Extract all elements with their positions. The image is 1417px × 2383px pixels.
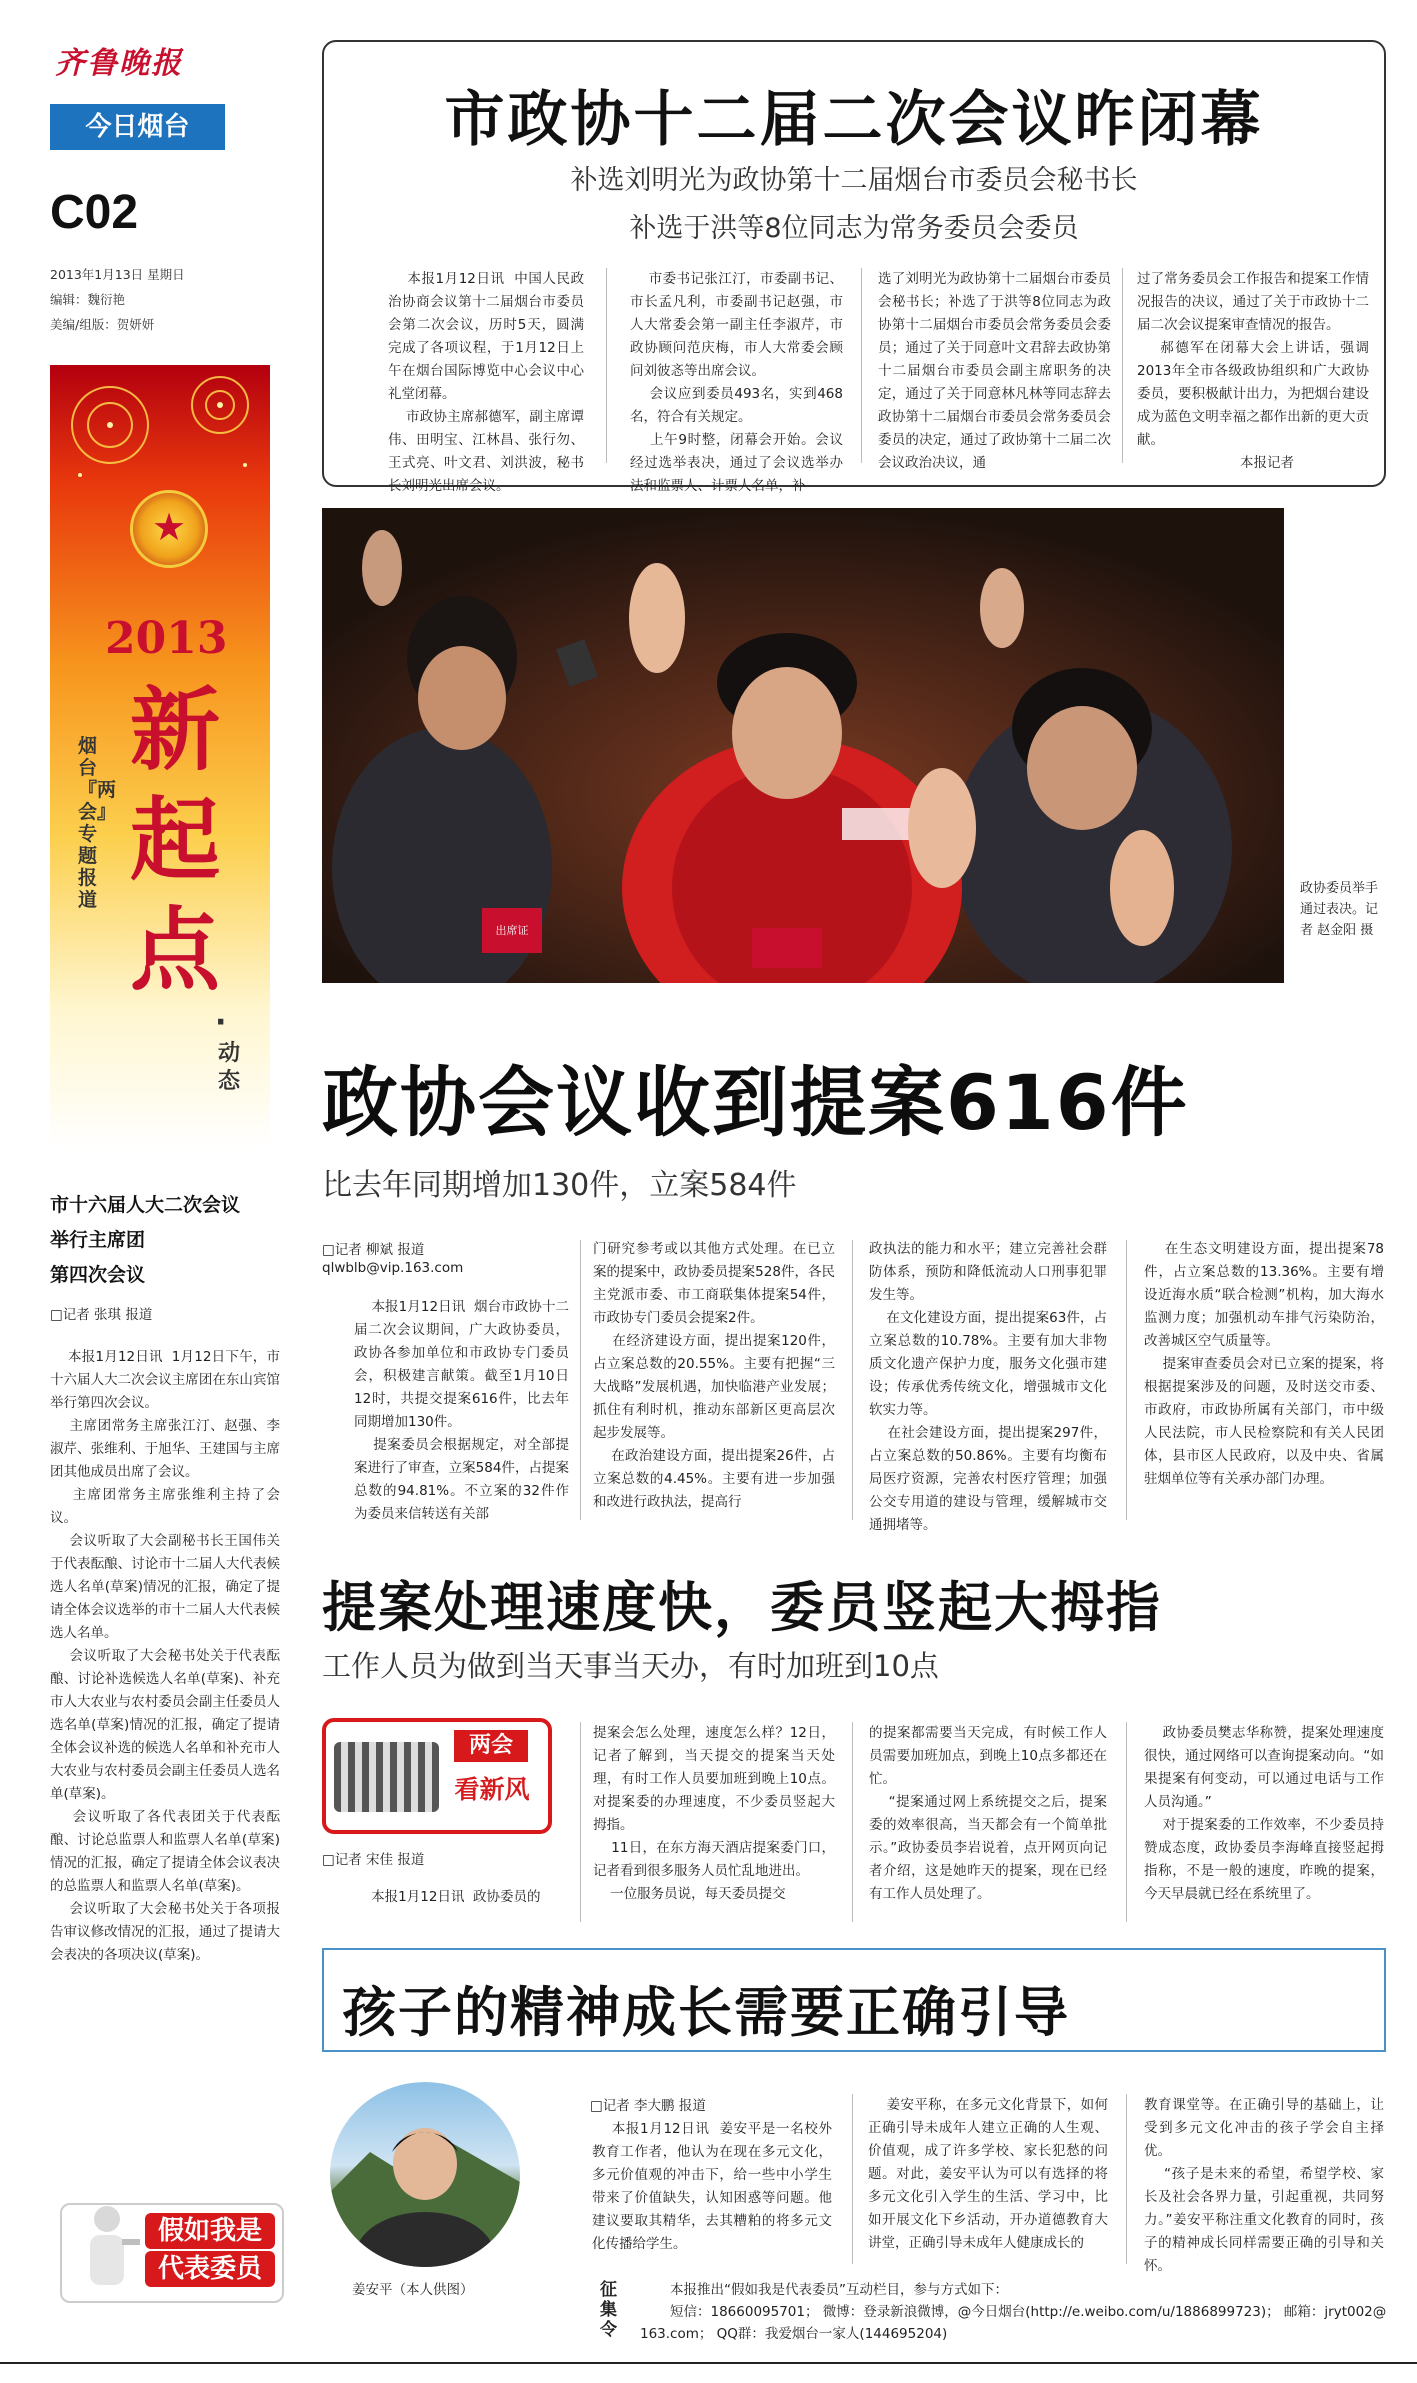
side-headline-line: 市十六届人大二次会议 <box>50 1194 241 1216</box>
column-divider <box>1126 1722 1127 1922</box>
article2-subheadline: 比去年同期增加130件，立案584件 <box>322 1168 797 1203</box>
editor-credit: 编辑：魏衍艳 <box>50 292 126 307</box>
article3-column: 提案会怎么处理，速度怎么样？12日，记者了解到，当天提交的提案当天处理，有时工作人员要加班到晚上10点。对提案委的办理速度，不少委员竖起大拇指。 11日，在东方海天酒店提案委门口，记者看到很多服务人员忙乱地进出。 一位服务员说，每天委员提交 <box>593 1725 835 1902</box>
article3-byline: □记者 宋佳 报道 <box>322 1852 425 1868</box>
portrait-caption: 姜安平（本人供图） <box>352 2282 474 2298</box>
banner-year: 2013 <box>105 613 228 664</box>
page-number: C02 <box>50 186 139 239</box>
badge-line2: 代表委员 <box>157 2254 262 2284</box>
column-divider <box>1122 268 1123 463</box>
article3-subheadline: 工作人员为做到当天事当天办，有时加班到10点 <box>322 1649 939 1683</box>
column-divider <box>852 1240 853 1520</box>
edition-meta <box>50 262 185 337</box>
photo-voting-scene <box>322 508 1284 983</box>
article3-column: 的提案都需要当天完成，有时候工作人员需要加班加点，到晚上10点多都还在忙。 “提案通过网上系统提交之后，提案委的效率很高，当天都会有一个简单批示。”政协委员李岩说着，点开网页向记者介绍，这是她昨天的提案，现在已经有工作人员处理了。 <box>869 1725 1107 1902</box>
column-divider <box>861 268 862 463</box>
emblem-star-icon: ★ <box>151 505 187 549</box>
article2-column: 政执法的能力和水平；建立完善社会群防体系，预防和降低流动人口刑事犯罪发生等。 在文化建设方面，提出提案63件，占立案总数的10.78%。主要有加大非物质文化遗产保护力度，服务文化强市建设；传承优秀传统文化，增强城市文化软实力等。 在社会建设方面，提出提案297件，占立案总数的50.86%。主要有均衡布局医疗资源，完善农村医疗管理；加强公交专用道的建设与管理，缓解城市交通拥堵等。 <box>869 1241 1107 1533</box>
column-divider <box>580 1722 581 1922</box>
badge-grid-graphic <box>334 1742 439 1812</box>
call-line: 本报推出“假如我是代表委员”互动栏目，参与方式如下： <box>670 2282 1008 2298</box>
article2-column: 门研究参考或以其他方式处理。在已立案的提案中，政协委员提案528件，各民主党派市委、市工商联集体提案54件，市政协专门委员会提案2件。 在经济建设方面，提出提案120件，占立案总数的20.55%。主要有把握“三大战略”发展机遇，加快临港产业发展；抓住有利时机，推动东部新区更高层次起步发展等。 在政治建设方面，提出提案26件，占立案总数的4.45%。主要有进一步加强和改进行政执法，提高行 <box>593 1241 835 1510</box>
article4-column: 姜安平称，在多元文化背景下，如何正确引导未成年人建立正确的人生观、价值观，成了许多学校、家长犯愁的问题。对此，姜安平认为可以有选择的将多元文化引入学生的生活、学习中，比如开展文化下乡活动，开办道德教育大讲堂，正确引导未成年人健康成长的 <box>868 2097 1108 2251</box>
article1-subheadline: 补选于洪等8位同志为常务委员会委员 <box>629 213 1079 244</box>
call-contact-line: 短信：18660095701； 微博：登录新浪微博，@今日烟台(http://e.weibo.com/u/1886899723)； 邮箱：jryt002@ <box>670 2304 1387 2320</box>
news-photo <box>322 508 1284 983</box>
column-divider <box>606 268 607 463</box>
article4-column: 教育课堂等。在正确引导的基础上，让受到多元文化冲击的孩子学会自主择优。 “孩子是未来的希望，希望学校、家长及社会各界力量，引起重视，共同努力。”姜安平称注重文化教育的同时，孩子的精神成长同样需要正确的引导和关怀。 <box>1144 2097 1385 2274</box>
article4-headline: 孩子的精神成长需要正确引导 <box>342 1981 1070 2044</box>
article2-email: qlwblb@vip.163.com <box>322 1260 464 1276</box>
designer-credit: 美编/组版：贺妍妍 <box>50 317 155 332</box>
article3-column: 本报1月12日讯 政协委员的 <box>354 1889 541 1905</box>
banner-title: 新起点 <box>130 677 220 1003</box>
banner-dot: · <box>215 1005 227 1040</box>
article1-subheadline: 补选刘明光为政协第十二届烟台市委员会秘书长 <box>570 165 1138 196</box>
side-story-byline: □记者 张琪 报道 <box>50 1307 153 1323</box>
article4-byline: □记者 李大鹏 报道 <box>590 2098 706 2114</box>
article3-column: 政协委员樊志华称赞，提案处理速度很快，通过网络可以查询提案动向。“如果提案有何变动，可以通过电话与工作人员沟通。” 对于提案委的工作效率，不少委员持赞成态度，政协委员李海峰直接竖起拇指称，不是一般的速度，昨晚的提案，今天早晨就已经在系统里了。 <box>1144 1725 1384 1902</box>
side-story-body: 本报1月12日讯 1月12日下午，市十六届人大二次会议主席团在东山宾馆举行第四次会议。 主席团常务主席张江汀、赵强、李淑芹、张维利、于旭华、王建国与主席团其他成员出席了会议。 主席团常务主席张维利主持了会议。 会议听取了大会副秘书长王国伟关于代表酝酿、讨论市十二届人大代表候选人名单(草案)情况的汇报，确定了提请全体会议选举的市十二届人大代表候选人名单。 会议听取了大会秘书处关于代表酝酿、讨论补选候选人名单(草案)、补充市人大农业与农村委员会副主任委员人选名单(草案)情况的汇报，确定了提请全体会议补选的候选人名单和补充市人大农业与农村委员会副主任委员人选名单(草案)。 会议听取了各代表团关于代表酝酿、讨论总监票人和监票人名单(草案)情况的汇报，确定了提请全体会议表决的总监票人和监票人名单(草案)。 会议听取了大会秘书处关于各项报告审议修改情况的汇报，通过了提请大会表决的各项决议(草案)。 <box>50 1349 281 1963</box>
article2-column: 在生态文明建设方面，提出提案78件，占立案总数的13.36%。主要有增设近海水质“联合检测”机构，加大海水监测力度；加强机动车排气污染防治，改善城区空气质量等。 提案审查委员会对已立案的提案，将根据提案涉及的问题，及时送交市委、市政府，市政协所属有关部门，市中级人民法院，市人民检察院和有关人民团体，县市区人民政府，以及中央、省属驻烟单位等有关承办部门办理。 <box>1144 1241 1384 1487</box>
article1-column: 本报1月12日讯 中国人民政治协商会议第十二届烟台市委员会第二次会议，历时5天，圆满完成了各项议程，于1月12日上午在烟台国际博览中心会议中心礼堂闭幕。 市政协主席郝德军，副主席谭伟、田明宝、江林昌、张行勿、王式亮、叶文君、刘洪波，秘书长刘明光出席会议。 <box>388 271 584 494</box>
section-tag: 今日烟台 <box>50 104 225 150</box>
person-figure-icon <box>72 2201 142 2301</box>
column-divider <box>852 1722 853 1922</box>
bottom-rule <box>0 2362 1417 2364</box>
portrait-photo <box>330 2082 520 2267</box>
article1-column: 选了刘明光为政协第十二届烟台市委员会秘书长；补选了于洪等8位同志为政协第十二届烟台市委员会常务委员会委员；通过了关于同意叶文君辞去政协第十二届烟台市委员会副主席职务的决定，通过了关于同意林凡林等同志辞去政协第十二届烟台市委员会常务委员会委员的决定，通过了政协第十二届二次会议政治决议，通 <box>878 271 1111 471</box>
masthead-logo: 齐鲁晚报 <box>55 46 183 81</box>
call-contact-line: 163.com； QQ群：我爱烟台一家人(144695204) <box>640 2326 948 2342</box>
side-story-headline <box>50 1188 280 1293</box>
edition-date: 2013年1月13日 星期日 <box>50 267 185 282</box>
article3-headline: 提案处理速度快，委员竖起大拇指 <box>322 1576 1162 1639</box>
column-divider <box>1126 2094 1127 2264</box>
two-sessions-new-style-badge <box>322 1718 552 1834</box>
article2-headline: 政协会议收到提案616件 <box>322 1058 1189 1147</box>
article2-byline: □记者 柳斌 报道 <box>322 1242 425 1258</box>
cppcc-emblem <box>130 490 208 568</box>
article4-column: 本报1月12日讯 姜安平是一名校外教育工作者，他认为在现在多元文化，多元价值观的冲击下，给一些中小学生带来了价值缺失，认知困惑等问题。他建议要取其精华，去其糟粕的将多元文化传播给学生。 <box>592 2121 832 2252</box>
article1-headline: 市政协十二届二次会议昨闭幕 <box>444 85 1264 155</box>
article2-column: 本报1月12日讯 烟台市政协十二届二次会议期间，广大政协委员，政协各参加单位和市政协专门委员会，积极建言献策。截至1月10日12时，共提交提案616件，比去年同期增加130件。 提案委员会根据规定，对全部提案进行了审查，立案584件，占提案总数的94.81%。不立案的32件作为委员来信转送有关部 <box>354 1299 570 1522</box>
badge-top-label: 两会 <box>454 1730 528 1762</box>
promo-banner <box>50 365 270 1150</box>
side-headline-line: 第四次会议 <box>50 1264 146 1286</box>
article1-column: 市委书记张江汀，市委副书记、市长孟凡利，市委副书记赵强，市人大常委会第一副主任李淑芹，市政协顾问范庆梅，市人大常委会顾问刘彼忞等出席会议。 会议应到委员493名，实到468名，符合有关规定。 上午9时整，闭幕会开始。会议经过选举表决，通过了会议选举办法和监票人、计票人名单，补 <box>630 271 844 494</box>
side-headline-line: 举行主席团 <box>50 1229 146 1251</box>
portrait-person <box>330 2082 520 2267</box>
badge-bottom-label: 看新风 <box>454 1775 530 1804</box>
photo-pass-badge: 出席证 <box>495 924 529 937</box>
if-i-were-delegate-badge <box>50 2193 290 2305</box>
column-divider <box>1126 1240 1127 1520</box>
call-for-submissions-label: 征集令 <box>600 2280 617 2340</box>
banner-tail: 动态 <box>218 1041 241 1094</box>
column-divider <box>580 1240 581 1520</box>
badge-line1: 假如我是 <box>157 2216 262 2246</box>
article1-column: 过了常务委员会工作报告和提案工作情况报告的决议，通过了关于市政协十二届二次会议提案审查情况的报告。 郝德军在闭幕大会上讲话，强调2013年全市各级政协组织和广大政协委员，要积极献计出力，为把烟台建设成为蓝色文明幸福之都作出新的更大贡献。 本报记者 <box>1137 271 1370 471</box>
photo-caption: 政协委员举手通过表决。记者 赵金阳 摄 <box>1300 881 1379 938</box>
banner-subtitle: 烟台『两会』专题报道 <box>78 735 117 911</box>
column-divider <box>852 2094 853 2264</box>
